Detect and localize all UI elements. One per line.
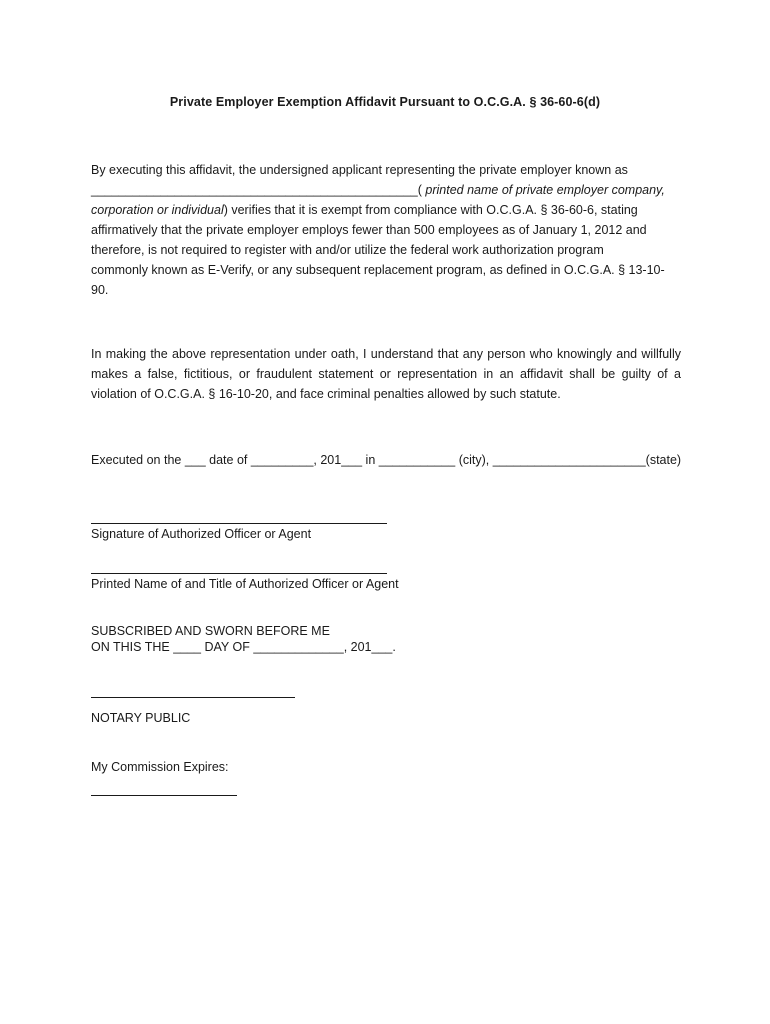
employer-name-blank: _______________________________________________( bbox=[91, 183, 422, 197]
subscribed-line-2: ON THIS THE ____ DAY OF _____________, 201___. bbox=[91, 640, 396, 654]
paragraph-1-line-7: 90. bbox=[91, 283, 109, 297]
signature-rule bbox=[91, 523, 387, 524]
notary-public-label: NOTARY PUBLIC bbox=[91, 711, 191, 725]
commission-expires-rule bbox=[91, 795, 237, 796]
paragraph-1-line-3 bbox=[91, 200, 681, 220]
subscribed-line-1: SUBSCRIBED AND SWORN BEFORE ME bbox=[91, 624, 330, 638]
document-title: Private Employer Exemption Affidavit Pursuant to O.C.G.A. § 36-60-6(d) bbox=[169, 95, 601, 109]
printed-name-rule bbox=[91, 573, 387, 574]
paragraph-1-line-2 bbox=[91, 180, 681, 200]
paragraph-1-line-6: commonly known as E-Verify, or any subsequent replacement program, as defined in O.C.G.A. § 13-10- bbox=[91, 263, 665, 277]
employer-type-hint: corporation or individual bbox=[91, 203, 224, 217]
commission-expires-label: My Commission Expires: bbox=[91, 760, 229, 774]
paragraph-1-line-4: affirmatively that the private employer employs fewer than 500 employees as of January 1, 2012 and bbox=[91, 223, 647, 237]
affidavit-paragraph-2: In making the above representation under oath, I understand that any person who knowingly and willfully makes a false, fictitious, or fraudulent statement or representation in an affidavit shall be guilty of a violation of O.C.G.A. § 16-10-20, and face criminal penalties allowed by such statute. bbox=[91, 347, 681, 401]
paragraph-1-line-1: By executing this affidavit, the undersigned applicant representing the private employer known as bbox=[91, 163, 628, 177]
signature-label: Signature of Authorized Officer or Agent bbox=[91, 527, 312, 541]
employer-name-hint: printed name of private employer company, bbox=[421, 183, 665, 197]
affidavit-paragraph-1 bbox=[91, 160, 681, 300]
notary-rule bbox=[91, 697, 295, 698]
executed-on-line: Executed on the ___ date of _________, 201___ in ___________ (city), ______________________(state) bbox=[91, 453, 682, 467]
paragraph-1-line-3-rest: ) verifies that it is exempt from compliance with O.C.G.A. § 36-60-6, stating bbox=[223, 203, 638, 217]
paragraph-1-line-5: therefore, is not required to register with and/or utilize the federal work authorization program bbox=[91, 243, 604, 257]
printed-name-label: Printed Name of and Title of Authorized Officer or Agent bbox=[91, 577, 399, 591]
